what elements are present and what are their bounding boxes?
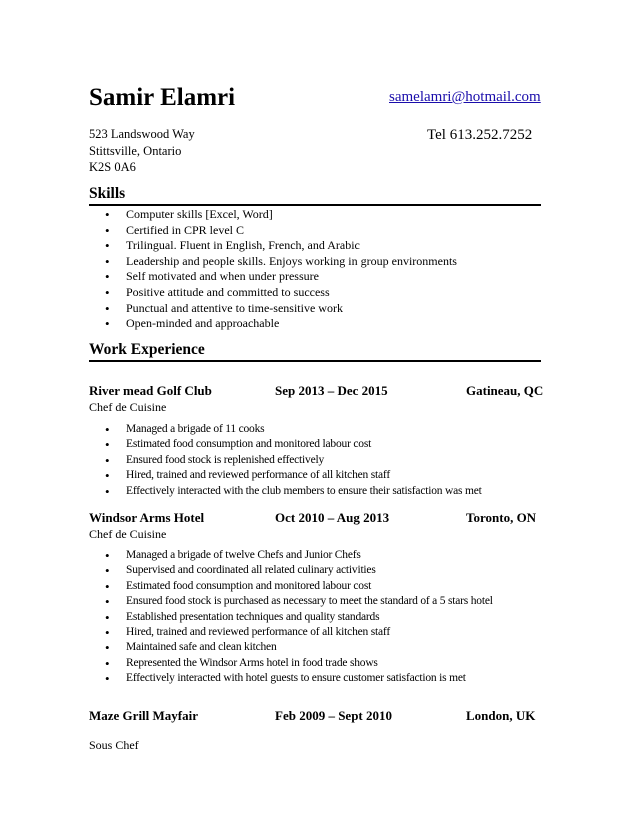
list-item: • Leadership and people skills. Enjoys working in group environments [89,254,457,270]
job-dates: Sep 2013 – Dec 2015 [275,383,388,398]
list-item: • Positive attitude and committed to success [89,285,457,301]
list-item: • Represented the Windsor Arms hotel in food trade shows [89,656,493,671]
list-item: • Self motivated and when under pressure [89,269,457,285]
job-role: Sous Chef [89,738,139,752]
skills-list [89,207,457,332]
list-item: • Maintained safe and clean kitchen [89,640,493,655]
list-item: • Effectively interacted with hotel guests to ensure customer satisfaction is met [89,671,493,686]
skills-heading: Skills [89,185,126,202]
address-line-3: K2S 0A6 [89,160,136,174]
job-dates: Oct 2010 – Aug 2013 [275,510,390,525]
email-link[interactable]: samelamri@hotmail.com [389,89,541,105]
list-item: • Established presentation techniques and quality standards [89,610,493,625]
job-employer: Windsor Arms Hotel [89,510,205,525]
job-role: Chef de Cuisine [89,527,167,541]
job-duties-list [89,422,482,499]
candidate-name: Samir Elamri [89,84,236,111]
list-item: • Effectively interacted with the club members to ensure their satisfaction was met [89,484,482,499]
list-item: • Managed a brigade of twelve Chefs and Junior Chefs [89,548,493,563]
job-employer: Maze Grill Mayfair [89,708,199,723]
work-divider [89,360,541,362]
job-employer: River mead Golf Club [89,383,212,398]
list-item: • Estimated food consumption and monitored labour cost [89,437,482,452]
job-role: Chef de Cuisine [89,400,167,414]
job-location: London, UK [466,708,536,723]
list-item: • Supervised and coordinated all related culinary activities [89,563,493,578]
list-item: • Ensured food stock is purchased as necessary to meet the standard of a 5 stars hotel [89,594,493,609]
job-dates: Feb 2009 – Sept 2010 [275,708,392,723]
address-line-2: Stittsville, Ontario [89,144,182,158]
skills-divider [89,204,541,206]
list-item: • Open-minded and approachable [89,316,457,332]
job-location: Gatineau, QC [466,383,544,398]
list-item: • Managed a brigade of 11 cooks [89,422,482,437]
list-item: • Ensured food stock is replenished effectively [89,453,482,468]
list-item: • Certified in CPR level C [89,223,457,239]
list-item: • Hired, trained and reviewed performance of all kitchen staff [89,468,482,483]
list-item: • Punctual and attentive to time-sensitive work [89,301,457,317]
job-location: Toronto, ON [466,510,537,525]
work-experience-heading: Work Experience [89,341,205,358]
address-line-1: 523 Landswood Way [89,127,195,141]
list-item: • Hired, trained and reviewed performance of all kitchen staff [89,625,493,640]
list-item: • Trilingual. Fluent in English, French, and Arabic [89,238,457,254]
phone-number: Tel 613.252.7252 [427,127,533,143]
job-duties-list [89,548,493,687]
list-item: • Computer skills [Excel, Word] [89,207,457,223]
list-item: • Estimated food consumption and monitored labour cost [89,579,493,594]
